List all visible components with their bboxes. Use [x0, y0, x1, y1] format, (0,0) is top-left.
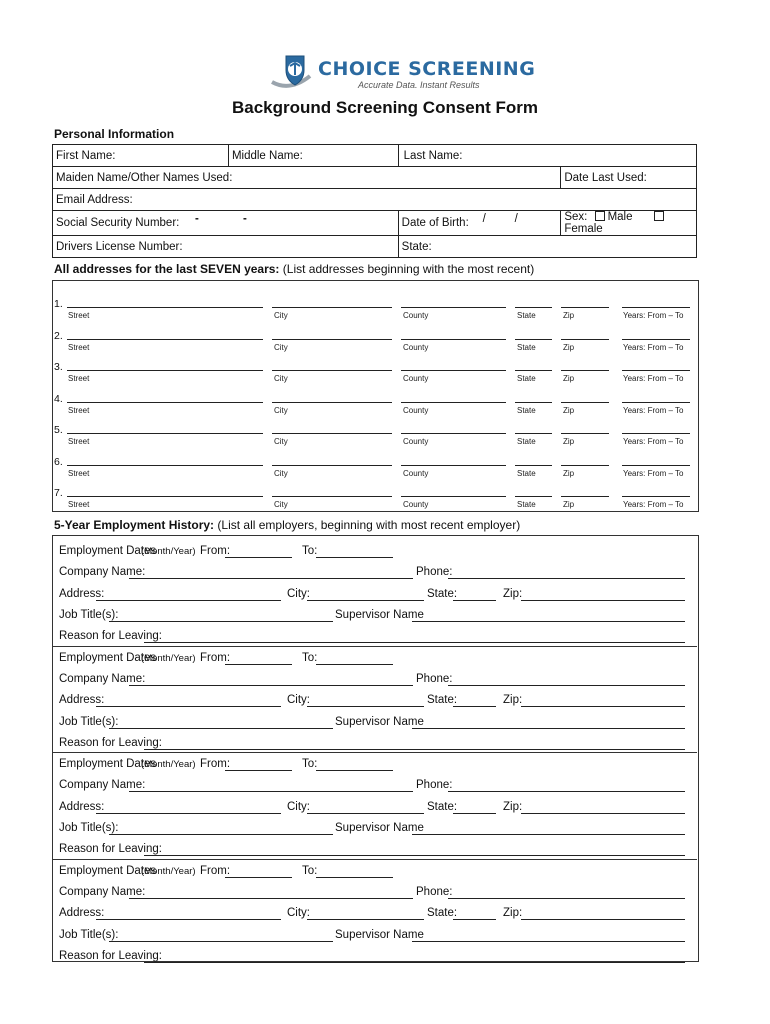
- address-years-caption: Years: From – To: [623, 500, 684, 509]
- address-county-input[interactable]: [401, 370, 506, 371]
- dob-label: Date of Birth:: [401, 217, 469, 229]
- ssn-dash-2: -: [243, 213, 247, 225]
- employment-dates-label: Employment Dates: [59, 758, 157, 770]
- to-date-input[interactable]: [316, 557, 393, 558]
- job-title-input[interactable]: [109, 621, 333, 622]
- supervisor-input[interactable]: [412, 834, 685, 835]
- form-title: Background Screening Consent Form: [231, 98, 539, 117]
- address-zip-input[interactable]: [561, 402, 609, 403]
- address-city-input[interactable]: [272, 465, 392, 466]
- address-input[interactable]: [96, 600, 281, 601]
- phone-label: Phone:: [416, 779, 453, 791]
- logo-brand: CHOICE SCREENING: [318, 58, 536, 80]
- from-label: From:: [200, 864, 231, 877]
- maiden-name-field[interactable]: [53, 167, 561, 189]
- address-zip-input[interactable]: [561, 307, 609, 308]
- city-input[interactable]: [307, 600, 424, 601]
- city-label: City:: [287, 587, 310, 600]
- to-date-input[interactable]: [316, 877, 393, 878]
- to-label: To:: [302, 545, 318, 557]
- addresses-heading: [54, 262, 534, 276]
- to-label: To:: [302, 864, 318, 877]
- address-street-caption: Street: [68, 342, 90, 352]
- address-years-caption: Years: From – To: [623, 374, 684, 383]
- reason-label: Reason for Leaving:: [59, 630, 162, 642]
- address-street-input[interactable]: [67, 339, 263, 340]
- address-city-input[interactable]: [272, 433, 392, 434]
- state-label: State:: [427, 694, 458, 706]
- reason-input[interactable]: [144, 749, 685, 750]
- address-zip-input[interactable]: [561, 339, 609, 340]
- address-city-input[interactable]: [272, 370, 392, 371]
- state-label: State:: [427, 907, 458, 919]
- employment-dates-sub: (Month/Year): [141, 759, 196, 770]
- email-label: Email Address:: [56, 193, 133, 206]
- ssn-label: Social Security Number:: [56, 217, 180, 229]
- from-date-input[interactable]: [225, 664, 292, 665]
- to-date-input[interactable]: [316, 664, 393, 665]
- employer-separator: [52, 646, 697, 647]
- employer-separator: [52, 859, 697, 860]
- address-state-caption: State: [517, 374, 536, 383]
- from-date-input[interactable]: [225, 557, 292, 558]
- address-state-input[interactable]: [515, 307, 552, 308]
- sex-label: Sex:: [564, 211, 588, 223]
- address-years-input[interactable]: [622, 307, 690, 308]
- address-street-caption: Street: [68, 374, 90, 383]
- phone-input[interactable]: [448, 578, 685, 579]
- employment-dates-sub: (Month/Year): [141, 652, 196, 664]
- date-last-used-label: Date Last Used:: [564, 171, 647, 184]
- address-county-input[interactable]: [401, 465, 506, 466]
- dob-field[interactable]: [398, 211, 561, 236]
- job-title-input[interactable]: [109, 941, 333, 942]
- address-county-input[interactable]: [401, 402, 506, 403]
- address-state-caption: State: [517, 437, 536, 446]
- job-title-label: Job Title(s):: [59, 609, 119, 621]
- address-years-input[interactable]: [622, 496, 690, 497]
- address-city-caption: City: [274, 437, 288, 446]
- job-title-label: Job Title(s):: [59, 715, 119, 728]
- address-row-number: 1.: [54, 298, 63, 310]
- state-input[interactable]: [453, 706, 496, 707]
- dob-slash-1: /: [482, 213, 486, 225]
- zip-label: Zip:: [503, 907, 523, 919]
- address-label: Address:: [59, 907, 105, 919]
- shield-logo-icon: [270, 52, 314, 92]
- phone-input[interactable]: [448, 898, 685, 899]
- company-name-input[interactable]: [129, 791, 413, 792]
- supervisor-input[interactable]: [412, 941, 685, 942]
- maiden-name-label: Maiden Name/Other Names Used:: [56, 171, 233, 184]
- address-street-input[interactable]: [67, 496, 263, 497]
- employment-heading: [54, 518, 520, 532]
- employment-dates-sub: (Month/Year): [141, 546, 196, 557]
- address-zip-caption: Zip: [563, 437, 575, 446]
- phone-input[interactable]: [448, 685, 685, 686]
- personal-heading: Personal Information: [54, 127, 175, 141]
- reason-label: Reason for Leaving:: [59, 736, 162, 749]
- address-input[interactable]: [96, 813, 281, 814]
- zip-input[interactable]: [521, 706, 685, 707]
- city-label: City:: [287, 694, 310, 706]
- state-label: State:: [427, 587, 458, 600]
- date-last-used-field[interactable]: [561, 167, 697, 189]
- address-street-caption: Street: [68, 468, 90, 478]
- state-input[interactable]: [453, 813, 496, 814]
- address-state-caption: State: [517, 500, 536, 509]
- address-city-caption: City: [274, 311, 288, 320]
- address-years-input[interactable]: [622, 339, 690, 340]
- address-row-number: 6.: [54, 455, 63, 468]
- address-street-input[interactable]: [67, 433, 263, 434]
- address-county-caption: County: [403, 311, 429, 320]
- address-label: Address:: [59, 694, 105, 706]
- address-state-caption: State: [517, 342, 536, 352]
- address-city-input[interactable]: [272, 496, 392, 497]
- address-zip-input[interactable]: [561, 370, 609, 371]
- address-state-input[interactable]: [515, 370, 552, 371]
- address-state-input[interactable]: [515, 496, 552, 497]
- address-county-input[interactable]: [401, 496, 506, 497]
- employer-separator: [52, 752, 697, 753]
- first-name-label: First Name:: [56, 149, 116, 162]
- address-state-caption: State: [517, 311, 536, 320]
- supervisor-label: Supervisor Name: [335, 609, 424, 621]
- address-city-caption: City: [274, 342, 288, 352]
- address-city-input[interactable]: [272, 339, 392, 340]
- state-input[interactable]: [453, 919, 496, 920]
- address-street-input[interactable]: [67, 465, 263, 466]
- employment-dates-label: Employment Dates: [59, 651, 157, 664]
- address-years-input[interactable]: [622, 433, 690, 434]
- address-row-number: 5.: [54, 424, 63, 436]
- address-label: Address:: [59, 800, 105, 813]
- personal-info-table: [52, 144, 697, 258]
- logo-tagline: Accurate Data. Instant Results: [358, 80, 480, 90]
- address-street-caption: Street: [68, 311, 90, 320]
- city-label: City:: [287, 800, 310, 813]
- zip-label: Zip:: [503, 800, 523, 813]
- last-name-label: Last Name:: [403, 149, 463, 162]
- dl-state-field[interactable]: [398, 236, 696, 258]
- job-title-label: Job Title(s):: [59, 822, 119, 834]
- phone-input[interactable]: [448, 791, 685, 792]
- ssn-dash-1: -: [195, 213, 199, 225]
- address-county-caption: County: [403, 437, 429, 446]
- reason-label: Reason for Leaving:: [59, 949, 162, 962]
- dob-slash-2: /: [514, 213, 518, 225]
- address-county-caption: County: [403, 500, 429, 509]
- address-years-input[interactable]: [622, 465, 690, 466]
- female-checkbox[interactable]: [654, 211, 664, 221]
- company-logo: [270, 52, 536, 92]
- drivers-license-label: Drivers License Number:: [56, 240, 183, 253]
- city-input[interactable]: [307, 706, 424, 707]
- supervisor-input[interactable]: [412, 728, 685, 729]
- zip-label: Zip:: [503, 587, 523, 600]
- employment-dates-label: Employment Dates: [59, 864, 157, 877]
- address-row-number: 2.: [54, 329, 63, 342]
- female-label: Female: [564, 223, 603, 235]
- ssn-field[interactable]: [53, 211, 399, 236]
- from-label: From:: [200, 651, 231, 664]
- address-input[interactable]: [96, 919, 281, 920]
- company-name-label: Company Name:: [59, 885, 146, 898]
- address-label: Address:: [59, 587, 105, 600]
- male-label: Male: [607, 211, 633, 223]
- supervisor-label: Supervisor Name: [335, 822, 424, 834]
- company-name-input[interactable]: [129, 685, 413, 686]
- addresses-box: [52, 280, 699, 512]
- company-name-label: Company Name:: [59, 566, 146, 578]
- address-county-caption: County: [403, 374, 429, 383]
- address-city-input[interactable]: [272, 402, 392, 403]
- from-date-input[interactable]: [225, 877, 292, 878]
- address-city-caption: City: [274, 500, 288, 509]
- address-zip-caption: Zip: [563, 500, 575, 509]
- address-street-caption: Street: [68, 500, 90, 509]
- address-years-input[interactable]: [622, 402, 690, 403]
- employment-dates-sub: (Month/Year): [141, 865, 196, 877]
- reason-input[interactable]: [144, 855, 685, 856]
- to-label: To:: [302, 758, 318, 770]
- address-zip-caption: Zip: [563, 342, 575, 352]
- address-county-input[interactable]: [401, 433, 506, 434]
- address-state-input[interactable]: [515, 433, 552, 434]
- address-zip-caption: Zip: [563, 468, 575, 478]
- address-state-caption: State: [517, 468, 536, 478]
- address-row-number: 7.: [54, 487, 63, 499]
- address-street-input[interactable]: [67, 307, 263, 308]
- address-row-number: 3.: [54, 361, 63, 373]
- address-state-caption: State: [517, 405, 536, 415]
- city-input[interactable]: [307, 813, 424, 814]
- address-street-caption: Street: [68, 405, 90, 415]
- job-title-label: Job Title(s):: [59, 928, 119, 941]
- phone-label: Phone:: [416, 672, 453, 685]
- zip-input[interactable]: [521, 813, 685, 814]
- address-county-caption: County: [403, 342, 429, 352]
- address-zip-caption: Zip: [563, 405, 575, 415]
- male-checkbox[interactable]: [595, 211, 605, 221]
- address-street-caption: Street: [68, 437, 90, 446]
- addresses-heading-note: (List addresses beginning with the most recent): [279, 262, 535, 276]
- address-years-caption: Years: From – To: [623, 468, 684, 478]
- address-city-caption: City: [274, 405, 288, 415]
- employment-dates-label: Employment Dates: [59, 545, 157, 557]
- addresses-heading-bold: All addresses for the last SEVEN years:: [54, 262, 280, 276]
- address-zip-caption: Zip: [563, 311, 575, 320]
- company-name-label: Company Name:: [59, 672, 146, 685]
- address-county-input[interactable]: [401, 307, 506, 308]
- employment-heading-bold: 5-Year Employment History:: [54, 518, 215, 532]
- address-input[interactable]: [96, 706, 281, 707]
- email-field[interactable]: [53, 189, 697, 211]
- state-label: State:: [427, 800, 458, 813]
- first-name-field[interactable]: [53, 145, 229, 167]
- supervisor-label: Supervisor Name: [335, 928, 424, 941]
- last-name-field[interactable]: [398, 145, 696, 167]
- company-name-input[interactable]: [129, 578, 413, 579]
- middle-name-label: Middle Name:: [231, 149, 303, 162]
- address-state-input[interactable]: [515, 465, 552, 466]
- address-state-input[interactable]: [515, 339, 552, 340]
- reason-input[interactable]: [144, 962, 685, 963]
- phone-label: Phone:: [416, 566, 453, 578]
- zip-label: Zip:: [503, 694, 523, 706]
- supervisor-input[interactable]: [412, 621, 685, 622]
- city-label: City:: [287, 907, 310, 919]
- company-name-label: Company Name:: [59, 779, 146, 791]
- address-years-caption: Years: From – To: [623, 405, 684, 415]
- state-input[interactable]: [453, 600, 496, 601]
- address-city-caption: City: [274, 468, 288, 478]
- address-zip-caption: Zip: [563, 374, 575, 383]
- drivers-license-field[interactable]: [53, 236, 399, 258]
- company-name-input[interactable]: [129, 898, 413, 899]
- address-zip-input[interactable]: [561, 496, 609, 497]
- reason-label: Reason for Leaving:: [59, 843, 162, 855]
- address-zip-input[interactable]: [561, 465, 609, 466]
- zip-input[interactable]: [521, 600, 685, 601]
- to-label: To:: [302, 651, 318, 664]
- address-years-caption: Years: From – To: [623, 342, 684, 352]
- address-years-caption: Years: From – To: [623, 311, 684, 320]
- sex-field[interactable]: [561, 211, 697, 236]
- middle-name-field[interactable]: [228, 145, 398, 167]
- address-street-input[interactable]: [67, 402, 263, 403]
- address-years-caption: Years: From – To: [623, 437, 684, 446]
- reason-input[interactable]: [144, 642, 685, 643]
- address-row-number: 4.: [54, 392, 63, 405]
- employment-heading-note: (List all employers, beginning with most recent employer): [214, 518, 521, 532]
- phone-label: Phone:: [416, 885, 453, 898]
- dl-state-label: State:: [401, 240, 432, 253]
- zip-input[interactable]: [521, 919, 685, 920]
- address-state-input[interactable]: [515, 402, 552, 403]
- address-zip-input[interactable]: [561, 433, 609, 434]
- job-title-input[interactable]: [109, 728, 333, 729]
- supervisor-label: Supervisor Name: [335, 715, 424, 728]
- to-date-input[interactable]: [316, 770, 393, 771]
- from-date-input[interactable]: [225, 770, 292, 771]
- city-input[interactable]: [307, 919, 424, 920]
- from-label: From:: [200, 545, 231, 557]
- address-years-input[interactable]: [622, 370, 690, 371]
- address-county-input[interactable]: [401, 339, 506, 340]
- address-city-input[interactable]: [272, 307, 392, 308]
- job-title-input[interactable]: [109, 834, 333, 835]
- address-county-caption: County: [403, 405, 429, 415]
- address-street-input[interactable]: [67, 370, 263, 371]
- male-option[interactable]: [595, 211, 633, 223]
- address-city-caption: City: [274, 374, 288, 383]
- address-county-caption: County: [403, 468, 429, 478]
- from-label: From:: [200, 758, 231, 770]
